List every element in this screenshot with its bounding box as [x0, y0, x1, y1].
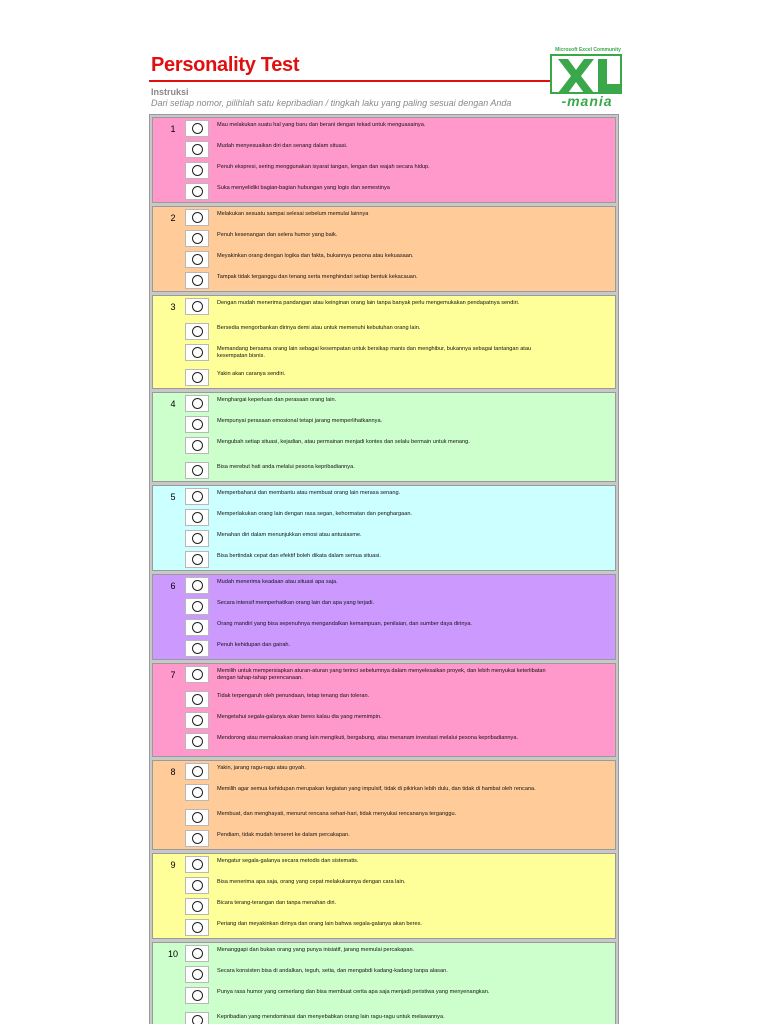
option-text: Tampak tidak terganggu dan tenang serta menghindari setiap bentuk kekacauan.: [217, 274, 418, 280]
answer-option[interactable]: [185, 249, 615, 270]
answer-option[interactable]: [185, 617, 615, 638]
option-radio-button[interactable]: [192, 833, 203, 844]
option-radio-button[interactable]: [192, 880, 203, 891]
answer-option[interactable]: [185, 321, 615, 342]
option-radio-button[interactable]: [192, 347, 203, 358]
option-text: Memandang bersama orang lain sebagai kesempatan untuk bersikap manis dan menghibur, bukannya sebagai tantangan atau kesempatan bisnis.: [217, 346, 532, 360]
answer-option[interactable]: [185, 689, 615, 710]
answer-option[interactable]: [185, 761, 615, 782]
option-text: Penuh ekspresi, sering menggunakan isyarat tangan, lengan dan wajah secara hidup.: [217, 164, 430, 170]
option-radio-button[interactable]: [192, 512, 203, 523]
radio-cell[interactable]: [185, 141, 209, 158]
radio-cell[interactable]: [185, 437, 209, 454]
option-text: Mendorong atau memaksakan orang lain mengikuti, bergabung, atau menanam investasi melalui pesona kepribadiannya.: [217, 735, 519, 741]
answer-option[interactable]: [185, 118, 615, 139]
option-text: Suka menyelidiki bagian-bagian hubungan yang logis dan semestinya: [217, 185, 390, 191]
option-radio-button[interactable]: [192, 669, 203, 680]
radio-cell[interactable]: [185, 416, 209, 433]
option-radio-button[interactable]: [192, 812, 203, 823]
answer-option[interactable]: [185, 435, 615, 460]
answer-option[interactable]: [185, 549, 615, 570]
option-radio-button[interactable]: [192, 766, 203, 777]
question-number: 4: [170, 399, 176, 409]
answer-option[interactable]: [185, 270, 615, 291]
option-radio-button[interactable]: [192, 948, 203, 959]
radio-cell[interactable]: [185, 488, 209, 505]
answer-option[interactable]: [185, 596, 615, 617]
logo-xl-mark: [552, 56, 624, 96]
radio-cell[interactable]: [185, 898, 209, 915]
option-text: Mempunyai perasaan emosional tetapi jarang memperlihatkannya.: [217, 418, 383, 424]
option-radio-button[interactable]: [192, 622, 203, 633]
radio-cell[interactable]: [185, 395, 209, 412]
answer-option[interactable]: [185, 731, 615, 756]
answer-option[interactable]: [185, 528, 615, 549]
question-number: 8: [170, 767, 176, 777]
option-text: Bisa merebut hati anda melalui pesona kepribadiannya.: [217, 464, 355, 470]
option-text: Punya rasa humor yang cemerlang dan bisa membuat cerita apa saja menjadi peristiwa yang menyenangkan.: [217, 989, 490, 995]
answer-option[interactable]: [185, 367, 615, 388]
option-radio-button[interactable]: [192, 922, 203, 933]
option-text: Yakin, jarang ragu-ragu atau goyah.: [217, 765, 306, 771]
option-text: Tidak terpengaruh oleh penundaan, tetap tenang dan toleran.: [217, 693, 370, 699]
answer-option[interactable]: [185, 575, 615, 596]
option-text: Secara intensif memperhatikan orang lain dan apa yang terjadi.: [217, 600, 375, 606]
logo-mania-text: -mania: [561, 93, 613, 109]
radio-cell[interactable]: [185, 462, 209, 479]
option-text: Memilih agar semua kehidupan merupakan kegiatan yang impulsif, tidak di pikirkan lebih dulu, dan tidak di hambat oleh rencana.: [217, 786, 536, 792]
radio-cell[interactable]: [185, 298, 209, 315]
answer-option[interactable]: [185, 917, 615, 938]
option-radio-button[interactable]: [192, 326, 203, 337]
radio-cell[interactable]: [185, 640, 209, 657]
option-radio-button[interactable]: [192, 419, 203, 430]
option-text: Bersedia mengorbankan dirinya demi atau untuk memenuhi kebutuhan orang lain.: [217, 325, 421, 331]
option-text: Bisa menerima apa saja, orang yang cepat melakukannya dengan cara lain.: [217, 879, 406, 885]
option-text: Membuat, dan menghayati, menurut rencana sehari-hari, tidak menyukai rencananya terganggu.: [217, 811, 457, 817]
option-text: Kepribadian yang mendominasi dan menyebabkan orang lain ragu-ragu untuk melawannya.: [217, 1014, 445, 1020]
option-radio-button[interactable]: [192, 533, 203, 544]
option-radio-button[interactable]: [192, 186, 203, 197]
option-radio-button[interactable]: [192, 123, 203, 134]
option-radio-button[interactable]: [192, 580, 203, 591]
option-radio-button[interactable]: [192, 144, 203, 155]
option-text: Periang dan meyakinkan dirinya dan orang lain bahwa segala-galanya akan beres.: [217, 921, 422, 927]
radio-cell[interactable]: [185, 784, 209, 801]
option-radio-button[interactable]: [192, 1015, 203, 1024]
option-text: Mengatur segala-galanya secara metodis dan sistematis.: [217, 858, 359, 864]
option-text: Yakin akan caranya sendiri.: [217, 371, 286, 377]
answer-option[interactable]: [185, 460, 615, 481]
answer-option[interactable]: [185, 486, 615, 507]
answer-option[interactable]: [185, 414, 615, 435]
option-text: Mau melakukan suatu hal yang baru dan berani dengan tekad untuk menguasainya.: [217, 122, 426, 128]
option-radio-button[interactable]: [192, 643, 203, 654]
answer-option[interactable]: [185, 985, 615, 1010]
radio-cell[interactable]: [185, 830, 209, 847]
option-text: Bicara terang-terangan dan tanpa menahan diri.: [217, 900, 337, 906]
answer-option[interactable]: [185, 181, 615, 202]
option-radio-button[interactable]: [192, 440, 203, 451]
option-text: Mengubah setiap situasi, kejadian, atau permainan menjadi kontes dan selalu bermain untuk menang.: [217, 439, 470, 445]
answer-option[interactable]: [185, 207, 615, 228]
answer-option[interactable]: [185, 393, 615, 414]
radio-cell[interactable]: [185, 230, 209, 247]
radio-cell[interactable]: [185, 209, 209, 226]
radio-cell[interactable]: [185, 856, 209, 873]
instruction-label: Instruksi: [151, 87, 189, 97]
radio-cell[interactable]: [185, 733, 209, 750]
question-group: [152, 942, 616, 1024]
page-title: Personality Test: [151, 54, 300, 76]
question-number: 7: [170, 670, 176, 680]
answer-option[interactable]: [185, 139, 615, 160]
option-radio-button[interactable]: [192, 969, 203, 980]
questionnaire: [149, 114, 619, 1024]
answer-option[interactable]: [185, 638, 615, 659]
question-group: [152, 663, 616, 757]
option-radio-button[interactable]: [192, 736, 203, 747]
answer-option[interactable]: [185, 710, 615, 731]
logo-community-text: Microsoft Excel Community: [555, 47, 621, 53]
radio-cell[interactable]: [185, 272, 209, 289]
option-radio-button[interactable]: [192, 465, 203, 476]
question-group: [152, 295, 616, 389]
option-text: Mudah menyesuaikan diri dan senang dalam situasi.: [217, 143, 348, 149]
option-radio-button[interactable]: [192, 212, 203, 223]
radio-cell[interactable]: [185, 530, 209, 547]
question-group: [152, 485, 616, 571]
radio-cell[interactable]: [185, 919, 209, 936]
question-number: 3: [170, 302, 176, 312]
option-text: Menanggapi dan bukan orang yang punya inisiatif, jarang memulai percakapan.: [217, 947, 415, 953]
option-radio-button[interactable]: [192, 491, 203, 502]
radio-cell[interactable]: [185, 120, 209, 137]
option-text: Bisa bertindak cepat dan efektif boleh dikata dalam semua situasi.: [217, 553, 381, 559]
question-number: 10: [167, 949, 178, 959]
question-number: 1: [170, 124, 176, 134]
radio-cell[interactable]: [185, 369, 209, 386]
answer-option[interactable]: [185, 782, 615, 807]
radio-cell[interactable]: [185, 598, 209, 615]
radio-cell[interactable]: [185, 945, 209, 962]
option-radio-button[interactable]: [192, 859, 203, 870]
option-text: Penuh kesenangan dan selera humor yang baik.: [217, 232, 338, 238]
option-radio-button[interactable]: [192, 715, 203, 726]
option-text: Memilih untuk mempersiapkan aturan-aturan yang terinci sebelumnya dalam menyelesaikan proyek, dan lebih menyukai keterlibatan dengan tahap-tahap perencanaan.: [217, 668, 546, 682]
option-text: Pendiam, tidak mudah terseret ke dalam percakapan.: [217, 832, 350, 838]
option-text: Secara konsisten bisa di andalkan, teguh, setia, dan mengabdi kadang-kadang tanpa alasan.: [217, 968, 448, 974]
question-group: [152, 760, 616, 850]
question-group: [152, 853, 616, 939]
option-radio-button[interactable]: [192, 233, 203, 244]
radio-cell[interactable]: [185, 551, 209, 568]
answer-option[interactable]: [185, 875, 615, 896]
radio-cell[interactable]: [185, 809, 209, 826]
logo-frame: [550, 54, 622, 94]
answer-option[interactable]: [185, 828, 615, 849]
question-number: 5: [170, 492, 176, 502]
answer-option[interactable]: [185, 160, 615, 181]
answer-option[interactable]: [185, 296, 615, 321]
option-radio-button[interactable]: [192, 165, 203, 176]
answer-option[interactable]: [185, 507, 615, 528]
option-radio-button[interactable]: [192, 990, 203, 1001]
answer-option[interactable]: [185, 664, 615, 689]
option-radio-button[interactable]: [192, 601, 203, 612]
question-number: 9: [170, 860, 176, 870]
answer-option[interactable]: [185, 896, 615, 917]
option-text: Meyakinkan orang dengan logika dan fakta, bukannya pesona atau kekuasaan.: [217, 253, 414, 259]
radio-cell[interactable]: [185, 691, 209, 708]
radio-cell[interactable]: [185, 666, 209, 683]
option-text: Dengan mudah menerima pandangan atau keinginan orang lain tanpa banyak perlu mengemukakan pendapatnya sendiri.: [217, 300, 520, 306]
xl-mania-logo: [548, 47, 626, 111]
question-number: 6: [170, 581, 176, 591]
radio-cell[interactable]: [185, 877, 209, 894]
radio-cell[interactable]: [185, 344, 209, 361]
radio-cell[interactable]: [185, 619, 209, 636]
title-divider: [149, 80, 551, 82]
radio-cell[interactable]: [185, 251, 209, 268]
option-radio-button[interactable]: [192, 901, 203, 912]
option-text: Orang mandiri yang bisa sepenuhnya mengandalkan kemampuan, penilaian, dan sumber daya dirinya.: [217, 621, 472, 627]
answer-option[interactable]: [185, 854, 615, 875]
answer-option[interactable]: [185, 1010, 615, 1024]
option-text: Penuh kehidupan dan gairah.: [217, 642, 291, 648]
option-text: Mengetahui segala-galanya akan beres kalau dia yang memimpin.: [217, 714, 382, 720]
instruction-text: Dari setiap nomor, pilihlah satu kepribadian / tingkah laku yang paling sesuai dengan Anda: [151, 98, 512, 108]
option-text: Menghargai keperluan dan perasaan orang lain.: [217, 397, 337, 403]
option-text: Menahan diri dalam menunjukkan emosi atau antusiasme.: [217, 532, 362, 538]
question-number: 2: [170, 213, 176, 223]
radio-cell[interactable]: [185, 183, 209, 200]
answer-option[interactable]: [185, 943, 615, 964]
option-radio-button[interactable]: [192, 275, 203, 286]
question-group: [152, 206, 616, 292]
radio-cell[interactable]: [185, 577, 209, 594]
answer-option[interactable]: [185, 964, 615, 985]
radio-cell[interactable]: [185, 763, 209, 780]
radio-cell[interactable]: [185, 162, 209, 179]
option-radio-button[interactable]: [192, 787, 203, 798]
question-group: [152, 117, 616, 203]
option-text: Memperlakukan orang lain dengan rasa segan, kehormatan dan penghargaan.: [217, 511, 412, 517]
question-group: [152, 392, 616, 482]
radio-cell[interactable]: [185, 509, 209, 526]
option-radio-button[interactable]: [192, 554, 203, 565]
radio-cell[interactable]: [185, 987, 209, 1004]
option-text: Mudah menerima keadaan atau situasi apa saja.: [217, 579, 338, 585]
option-radio-button[interactable]: [192, 254, 203, 265]
option-text: Melakukan sesuatu sampai selesai sebelum memulai lainnya: [217, 211, 369, 217]
option-radio-button[interactable]: [192, 372, 203, 383]
option-radio-button[interactable]: [192, 694, 203, 705]
answer-option[interactable]: [185, 342, 615, 367]
answer-option[interactable]: [185, 807, 615, 828]
question-group: [152, 574, 616, 660]
option-text: Memperbaharui dan membantu atau membuat orang lain merasa senang.: [217, 490, 401, 496]
radio-cell[interactable]: [185, 712, 209, 729]
option-radio-button[interactable]: [192, 301, 203, 312]
radio-cell[interactable]: [185, 323, 209, 340]
radio-cell[interactable]: [185, 1012, 209, 1024]
answer-option[interactable]: [185, 228, 615, 249]
radio-cell[interactable]: [185, 966, 209, 983]
option-radio-button[interactable]: [192, 398, 203, 409]
